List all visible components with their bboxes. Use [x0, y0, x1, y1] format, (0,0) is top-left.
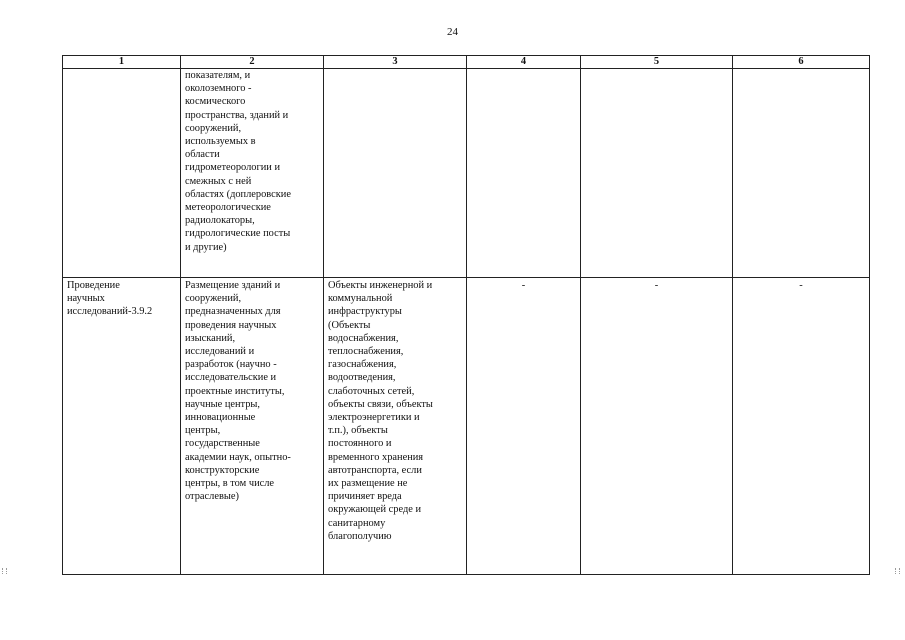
table-cell	[63, 278, 181, 575]
column-header-4: 4	[467, 56, 581, 69]
column-header-6: 6	[733, 56, 870, 69]
scan-edge-mark	[895, 568, 900, 574]
cell-text: показателям, и околоземного - космического пространства, зданий и сооружений, используемых в области гидрометеорологии и смежных с ней областях (доплеровские метеорологические радиолокаторы, гидрологические посты и другие)	[185, 70, 291, 253]
table-row	[63, 278, 870, 575]
table-cell	[733, 278, 870, 575]
table-cell	[581, 69, 733, 278]
table-cell	[324, 69, 467, 278]
cell-dash: -	[654, 280, 659, 291]
table-cell	[324, 278, 467, 575]
land-use-type: Проведение научных исследований-3.9.2	[67, 280, 153, 318]
scan-edge-mark	[2, 568, 7, 574]
table-cell	[467, 69, 581, 278]
auxiliary-uses: Объекты инженерной и коммунальной инфраструктуры (Объекты водоснабжения, теплоснабжения, газоснабжения, водоотведения, слаботочных сетей, объекты связи, объекты электроэнергетики и т.п.), объекты постоянного и временного хранения автотранспорта, если их размещение не причиняет вреда окружающей среде и санитарному благополучию	[328, 280, 433, 542]
table-cell	[581, 278, 733, 575]
table-row	[63, 69, 870, 278]
land-use-description: Размещение зданий и сооружений, предназначенных для проведения научных изысканий, исследований и разработок (научно - исследовательские и проектные институты, научные центры, инновационные центры, государственные академии наук, опытно- конструкторские центры, в том числе отраслевые)	[185, 280, 291, 503]
table-cell	[733, 69, 870, 278]
table-cell	[181, 278, 324, 575]
table-cell	[63, 69, 181, 278]
cell-dash: -	[799, 280, 803, 291]
table-cell	[181, 69, 324, 278]
column-header-2: 2	[181, 56, 324, 69]
column-header-5: 5	[581, 56, 733, 69]
column-header-1: 1	[63, 56, 181, 69]
column-header-3: 3	[324, 56, 467, 69]
page-number: 24	[447, 26, 458, 38]
land-use-table	[62, 55, 870, 575]
table-header-row	[63, 56, 870, 69]
cell-dash: -	[521, 280, 526, 291]
table-cell	[467, 278, 581, 575]
